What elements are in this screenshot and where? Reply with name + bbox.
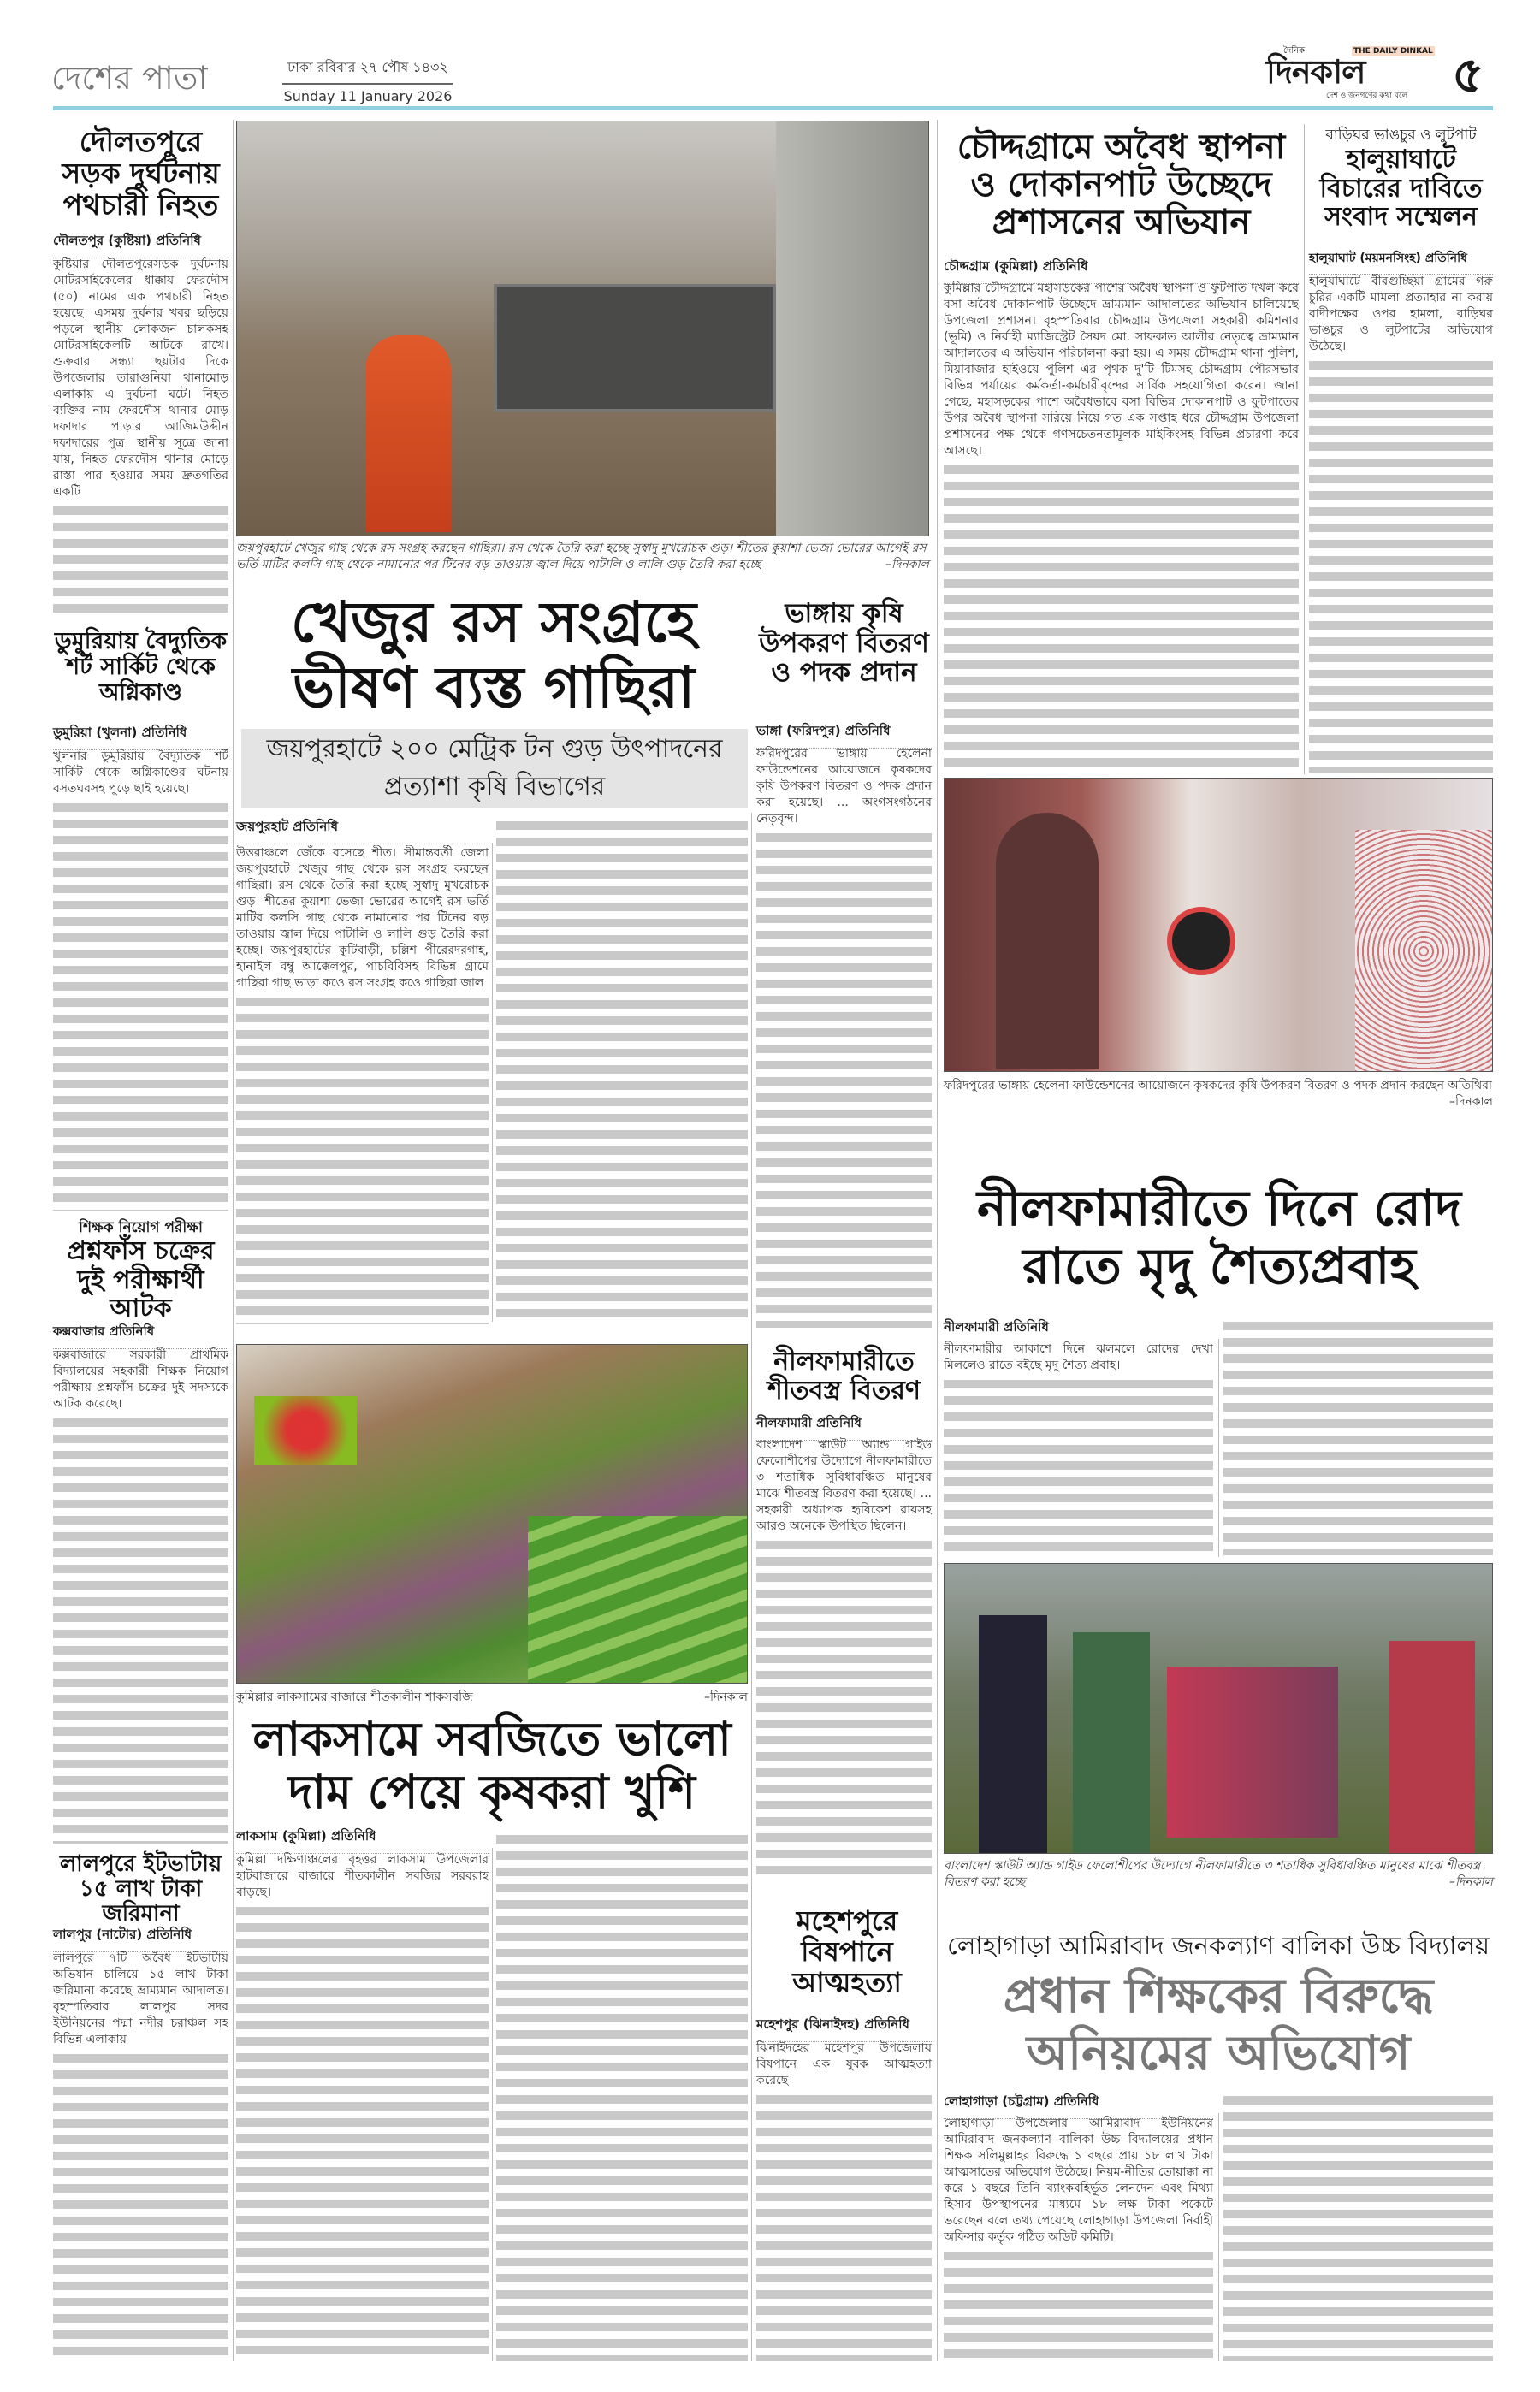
- article-body: [756, 1437, 932, 1882]
- article-text: কক্সবাজারে সরকারী প্রাথমিক বিদ্যালয়ের সহকারী শিক্ষক নিয়োগ পরীক্ষায় প্রশ্নফাঁস চক্রের দুই সদস্যকে আটক করেছে।: [53, 1348, 228, 1411]
- article-body: [53, 257, 228, 616]
- article-text: হালুয়াঘাটে বীরগুচ্ছিয়া গ্রামের গরু চুরির একটি মামলা প্রত্যাহার না করায় বাদীপক্ষের ওপর হামলা, বাড়িঘর ভাঙচুর ও লুটপাটের অভিযোগ উঠেছে।: [1309, 275, 1493, 353]
- logo-tagline: দেশ ও জনগণের কথা বলে: [1326, 92, 1408, 100]
- text-lines: [53, 2050, 228, 2361]
- text-lines: [496, 817, 748, 1324]
- headline-chauddagram: চৌদ্দগ্রামে অবৈধ স্থাপনা ও দোকানপাট উচ্ছেদে প্রশাসনের অভিযান: [957, 127, 1286, 242]
- byline: কক্সবাজার প্রতিনিধি: [53, 1322, 228, 1349]
- date-block: [282, 56, 453, 110]
- byline: লালপুর (নাটোর) প্রতিনিধি: [53, 1925, 228, 1952]
- text-lines: [1223, 2092, 1493, 2361]
- text-lines: [756, 829, 932, 1328]
- article-text: লালপুরে ৭টি অবৈধ ইটভাটায় অভিযান চালিয়ে ১৫ লাখ টাকা জরিমানা করেছে ভ্রাম্যমান আদালত। বৃহস্পতিবার লালপুর সদর ইউনিয়নের পদ্মা নদীর চরাঞ্চল সহ বিভিন্ন এলাকায়: [53, 1951, 228, 2046]
- headline-bhanga: ভাঙ্গায় কৃষি উপকরণ বিতরণ ও পদক প্রদান: [759, 598, 929, 689]
- byline: ভাঙ্গা (ফরিদপুর) প্রতিনিধি: [756, 721, 932, 749]
- article-text: বাংলাদেশ স্কাউট অ্যান্ড গাইড ফেলোশীপের উদ্যোগে নীলফামারীতে ৩ শতাধিক সুবিধাবঞ্চিত মানুষের মাঝে শীতবস্ত্র বিতরণ করা হয়েছে। ... সহকারী অধ্যাপক হৃষিকেশ রায়সহ আরও অনেকে উপস্থিত ছিলেন।: [756, 1438, 932, 1533]
- masthead-logo: [1266, 46, 1442, 103]
- article-body: [53, 1347, 228, 1844]
- byline: নীলফামারী প্রতিনিধি: [756, 1413, 932, 1441]
- headline-haluaghat: হালুয়াঘাটে বিচারের দাবিতে সংবাদ সম্মেলন: [1319, 145, 1483, 233]
- article-body: [236, 845, 489, 1324]
- kicker: বাড়িঘর ভাঙচুর ও লুটপাট: [1325, 127, 1477, 144]
- text-lines: [756, 1536, 932, 1882]
- byline: মহেশপুর (ঝিনাইদহ) প্রতিনিধি: [756, 2015, 932, 2042]
- headline-lohagara: প্রধান শিক্ষকের বিরুদ্ধে অনিয়মের অভিযোগ: [1003, 1969, 1434, 2082]
- photo-caption: [944, 1078, 1493, 1110]
- column-rule: [492, 1848, 493, 2361]
- headline-coxsbazar: প্রশ্নফাঁস চক্রের দুই পরীক্ষার্থী আটক: [67, 1236, 215, 1324]
- page-number: ৫: [1452, 45, 1484, 104]
- article-text: কুমিল্লা দক্ষিণাঞ্চলের বৃহত্তর লাকসাম উপজেলার হাটবাজারে বাজারে শীতকালীন সবজির সরবরাহ বাড়ছে।: [236, 1853, 489, 1899]
- article-text: ফরিদপুরের ভাঙ্গায় হেলেনা ফাউন্ডেশনের আয়োজনে কৃষকদের কৃষি উপকরণ বিতরণ ও পদক প্রদান করা হয়েছে। ... অংগসংগঠনের নেতৃবৃন্দ।: [756, 747, 932, 826]
- section-title: দেশের পাতা: [51, 59, 208, 97]
- article-body: [756, 746, 932, 1328]
- column-rule: [1304, 124, 1305, 774]
- headline-lalpur: লালপুরে ইটভাটায় ১৫ লাখ টাকা জরিমানা: [59, 1851, 222, 1927]
- article-body: [944, 281, 1299, 773]
- date-english: Sunday 11 January 2026: [282, 85, 453, 110]
- article-text: কুষ্টিয়ার দৌলতপুরেসড়ক দুর্ঘটনায় মোটরসাইকেলের ধাক্কায় ফেরদৌস (৫০) নামের এক পথচারী নিহত হয়েছে। এসময় দুর্ঘনার খবর ছড়িয়ে পড়লে স্থানীয় লোকজন চালকসহ মোটরসাইকেলটি আটকে রাখে। শুক্রবার সন্ধ্যা ছয়টার দিকে উপজেলার তারাগুনিয়া থানামোড় এলাকায় এ দুর্ঘটনা ঘটে। নিহত ব্যক্তির নাম ফেরদৌস থানার মোড় দফাদার পাড়ার আজিমউদ্দীন দফাদারের পুত্র। স্থানীয় সূত্রে জানা যায়, নিহত ফেরদৌস থানার মোড়ে রাস্তা পার হওয়ার সময় দ্রুতগতির একটি: [53, 258, 228, 499]
- column-rule: [233, 120, 234, 2361]
- byline: চৌদ্দগ্রাম (কুমিল্লা) প্রতিনিধি: [944, 257, 1299, 284]
- text-lines: [53, 1414, 228, 1844]
- photo-credit: –দিনকাল: [885, 558, 929, 571]
- article-body: [944, 2116, 1213, 2361]
- subhead-box: জয়পুরহাটে ২০০ মেট্রিক টন গুড় উৎপাদনের প্রত্যাশা কৃষি বিভাগের: [241, 729, 748, 808]
- date-bangla: ঢাকা রবিবার ২৭ পৌষ ১৪৩২: [282, 56, 453, 85]
- byline: হালুয়াঘাট (ময়মনসিংহ) প্রতিনিধি: [1309, 248, 1493, 275]
- caption-text: ফরিদপুরের ভাঙ্গায় হেলেনা ফাউন্ডেশনের আয়োজনে কৃষকদের কৃষি উপকরণ বিতরণ ও পদক প্রদান করছেন অতিথিরা: [944, 1079, 1492, 1092]
- article-body: [1309, 274, 1493, 773]
- caption-text: কুমিল্লার লাকসামের বাজারে শীতকালীন শাকসবজি: [236, 1690, 473, 1704]
- photo-vegetables: [236, 1344, 748, 1684]
- column-rule: [937, 120, 938, 2361]
- article-text: খুলনার ডুমুরিয়ায় বৈদ্যুতিক শর্ট সার্কিট থেকে অগ্নিকাণ্ডের ঘটনায় বসতঘরসহ পুড়ে ছাই হয়েছে।: [53, 749, 228, 796]
- headline-nilphamari-cloth: নীলফামারীতে শীতবস্ত্র বিতরণ: [767, 1347, 921, 1406]
- text-lines: [496, 1831, 748, 2361]
- column-rule: [751, 813, 752, 2361]
- headline-dumuria: ডুমুরিয়ায় বৈদ্যুতিক শর্ট সার্কিট থেকে অগ্নিকাণ্ড: [54, 628, 228, 707]
- article-text: লোহাগাড়া উপজেলার আমিরাবাদ ইউনিয়নের আমিরাবাদ জনকল্যাণ বালিকা উচ্চ বিদ্যালয়ের প্রধান শিক্ষক সলিমুল্লাহর বিরুদ্ধে ১ বছরে প্রায় ১৮ লাখ টাকা আত্মসাতের অভিযোগ উঠেছে। নিয়ম-নীতির তোয়াক্কা না করে ১ বছরে তিনি ব্যাংকবহির্ভূত লেনদেন এবং মিথ্যা হিসাব উপস্থাপনের মাধ্যমে ১৮ লক্ষ টাকা পকেটে ভরেছেন বলে তথ্য পেয়েছে লোহাগাড়া উপজেলা নির্বাহী অফিসার কর্তৃক গঠিত অডিট কমিটি।: [944, 2117, 1213, 2244]
- caption-text: বাংলাদেশ স্কাউট অ্যান্ড গাইড ফেলোশীপের উদ্যোগে নীলফামারীতে ৩ শতাধিক সুবিধাবঞ্চিত মানুষের মাঝে শীতবস্ত্র বিতরণ করা হচ্ছে: [944, 1859, 1481, 1889]
- photo-date-palm-juice: [236, 121, 929, 536]
- column-rule: [492, 843, 493, 1322]
- text-lines: [236, 993, 489, 1324]
- article-body: [236, 1852, 489, 2361]
- logo-text: দিনকাল: [1266, 53, 1365, 91]
- photo-caption: [236, 1690, 748, 1706]
- headline-moheshpur: মহেশপুরে বিষপানে আত্মহত্যা: [792, 1904, 902, 1998]
- headline-jaipurhat: খেজুর রস সংগ্রহে ভীষণ ব্যস্ত গাছিরা: [291, 589, 696, 720]
- photo-scout-winter-clothes: [944, 1563, 1493, 1854]
- article-body-continued: [1223, 1317, 1493, 1555]
- text-lines: [944, 461, 1299, 773]
- text-lines: [756, 2091, 932, 2361]
- text-lines: [944, 2247, 1213, 2361]
- article-body: [756, 2040, 932, 2361]
- byline: ডুমুরিয়া (খুলনা) প্রতিনিধি: [53, 723, 228, 750]
- photo-caption: [236, 541, 929, 573]
- column-rule: [1218, 1339, 1219, 1557]
- caption-text: জয়পুরহাটে খেজুর গাছ থেকে রস সংগ্রহ করছেন গাছিরা। রস থেকে তৈরি করা হচ্ছে সুস্বাদু মুখরোচক গুড়। শীতের কুয়াশা ভেজা ভোরের আগেই রস ভর্তি মাটির কলসি গাছ থেকে নামানোর পর টিনের বড় তাওয়ায় জ্বাল দিয়ে পাটালি ও লালি গুড় তৈরি করা হচ্ছে: [236, 542, 927, 571]
- byline: নীলফামারী প্রতিনিধি: [944, 1319, 1049, 1335]
- article-text: উত্তরাঞ্চলে জেঁকে বসেছে শীত। সীমান্তবর্তী জেলা জয়পুরহাটে খেজুর গাছ থেকে রস সংগ্রহ করছেন গাছিরা। রস থেকে তৈরি করা হচ্ছে সুস্বাদু মুখরোচক গুড়। শীতের কুয়াশা ভেজা ভোরের আগেই রস ভর্তি মাটির কলসি গাছ থেকে নামানোর পর টিনের বড় তাওয়ায় জ্বাল দিয়ে পাটালি ও লালি গুড় তৈরি করা হচ্ছে। জয়পুরহাটের কুটিবাড়ী, চল্লিশ পীরেরদরগাহ, হানাইল বম্বু আক্কেলপুর, পাচবিবিসহ বিভিন্ন গ্রামে গাছিরা গাছ ভাড়া কওে রস সংগ্রহ কওে গাছিরা জাল: [236, 846, 489, 990]
- text-lines: [1223, 1317, 1493, 1555]
- photo-credit: –দিনকাল: [1448, 1875, 1493, 1889]
- text-lines: [1309, 357, 1493, 773]
- byline: দৌলতপুর (কুষ্টিয়া) প্রতিনিধি: [53, 231, 228, 258]
- text-lines: [236, 1903, 489, 2361]
- headline-laksam: লাকসামে সবজিতে ভালো দাম পেয়ে কৃষকরা খুশি: [252, 1712, 732, 1820]
- byline: জয়পুরহাট প্রতিনিধি: [236, 817, 489, 844]
- photo-credit: –দিনকাল: [1448, 1095, 1493, 1109]
- byline: লোহাগাড়া (চট্টগ্রাম) প্রতিনিধি: [944, 2092, 1213, 2119]
- photo-caption: [944, 1858, 1493, 1891]
- article-body: [53, 1951, 228, 2361]
- text-lines: [53, 502, 228, 616]
- article-text: ঝিনাইদহের মহেশপুর উপজেলায় বিষপানে এক যুবক আত্মহত্যা করেছে।: [756, 2041, 932, 2087]
- text-lines: [944, 1376, 1213, 1555]
- logo-small: দৈনিক: [1283, 46, 1306, 56]
- headline-nilphamari-weather: নীলফামারীতে দিনে রোদ রাতে মৃদু শৈত্যপ্রবাহ: [976, 1179, 1462, 1296]
- column-rule: [1218, 2113, 1219, 2361]
- kicker: লোহাগাড়া আমিরাবাদ জনকল্যাণ বালিকা উচ্চ বিদ্যালয়: [946, 1931, 1490, 1960]
- article-body: [944, 1341, 1213, 1555]
- article-text: কুমিল্লার চৌদ্দগ্রামে মহাসড়কের পাশের অবৈধ স্থাপনা ও ফুটপাত দখল করে বসা অবৈধ দোকানপাট উচ্ছেদে ভ্রাম্যমান আদালতের অভিযান চালিয়েছে উপজেলা প্রশাসন। বৃহস্পতিবার চৌদ্দগ্রাম উপজেলা সহকারী কমিশনার (ভূমি) ও নির্বাহী ম্যাজিস্ট্রেট সৈয়দ মো. সাফকাত আলীর নেতৃত্বে ভ্রাম্যমান আদালতের এ অভিযান পরিচালনা করা হয়। এ সময় চৌদ্দগ্রাম থানা পুলিশ, মিয়াবাজার হাইওয়ে পুলিশ এর পৃথক দু'টি টিমসহ চৌদ্দগ্রাম পৌরসভার বিভিন্ন পর্যায়ের কর্মকর্তা-কর্মচারীবৃন্দের সার্বিক সহযোগিতা করেন। জানা গেছে, মহাসড়কের পাশে অবৈধভাবে বসা বিভিন্ন দোকানপাট ও ফুটপাতের উপর অবৈধ স্থাপনা সরিয়ে নিয়ে গত এক সপ্তাহ ধরে চৌদ্দগ্রাম উপজেলা প্রশাসনের পক্ষ থেকে গণসচেতনতামূলক মাইকিংসহ বিভিন্ন প্রচারণা করে আসছে।: [944, 281, 1299, 458]
- header-rule: [53, 106, 1493, 110]
- article-body-continued: [496, 817, 748, 1324]
- logo-english: THE DAILY DINKAL: [1353, 47, 1433, 56]
- article-body-continued: [1223, 2092, 1493, 2361]
- article-body: [53, 749, 228, 1211]
- photo-credit: –দিনকাল: [703, 1690, 748, 1704]
- photo-bhanga-event: [944, 778, 1493, 1072]
- kicker: শিক্ষক নিয়োগ পরীক্ষা: [79, 1219, 203, 1236]
- byline: লাকসাম (কুমিল্লা) প্রতিনিধি: [236, 1827, 489, 1854]
- text-lines: [53, 799, 228, 1211]
- article-text: নীলফামারীর আকাশে দিনে ঝলমলে রোদের দেখা মিললেও রাতে বইছে মৃদু শৈত্য প্রবাহ।: [944, 1342, 1213, 1372]
- headline-doulatpur: দৌলতপুরে সড়ক দুর্ঘটনায় পথচারী নিহত: [62, 125, 220, 222]
- article-body-continued: [496, 1831, 748, 2361]
